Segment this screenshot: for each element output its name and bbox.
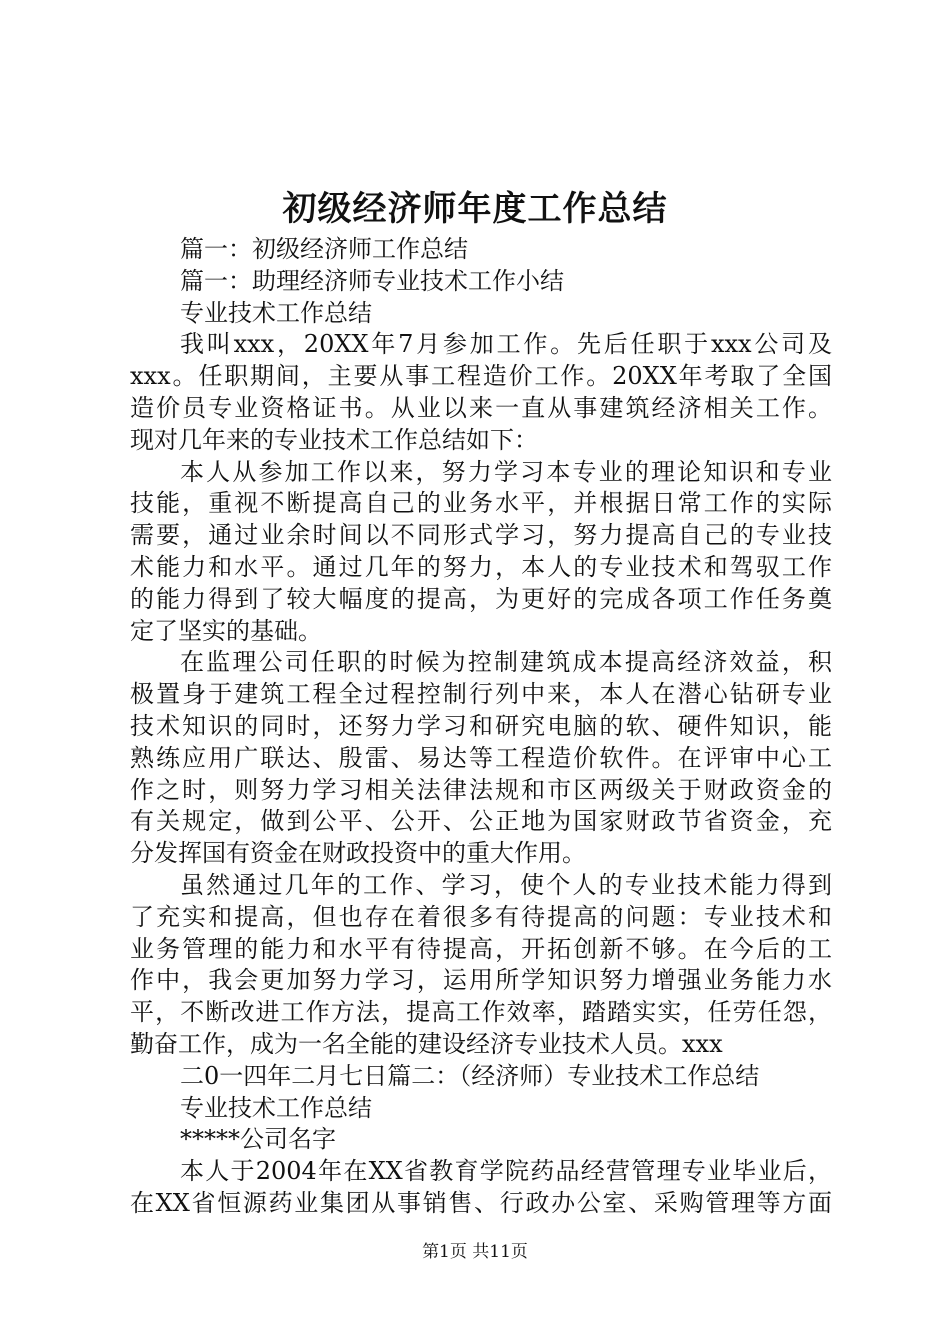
document-title: 初级经济师年度工作总结 xyxy=(282,189,668,229)
text-line: 作之时，则努力学习相关法律法规和市区两级关于财政资金的 xyxy=(130,775,832,804)
text-line: 勤奋工作，成为一名全能的建设经济专业技术人员。xxx xyxy=(130,1029,723,1058)
text-line: 的能力得到了较大幅度的提高，为更好的完成各项工作任务奠 xyxy=(130,584,832,613)
text-line: 本人于2004年在XX省教育学院药品经营管理专业毕业后， xyxy=(180,1157,832,1186)
text-line: 熟练应用广联达、殷雷、易达等工程造价软件。在评审中心工 xyxy=(130,743,832,772)
text-line: *****公司名字 xyxy=(180,1125,336,1154)
text-line: 在监理公司任职的时候为控制建筑成本提高经济效益，积 xyxy=(180,648,832,677)
page-footer: 第1页 共11页 xyxy=(422,1242,528,1262)
text-line: 定了坚实的基础。 xyxy=(130,616,322,645)
text-line: 造价员专业资格证书。从业以来一直从事建筑经济相关工作。 xyxy=(130,393,832,422)
document-body xyxy=(130,234,832,1220)
text-line: xxx。任职期间，主要从事工程造价工作。20XX年考取了全国 xyxy=(130,362,832,391)
text-line: 虽然通过几年的工作、学习，使个人的专业技术能力得到 xyxy=(180,870,832,899)
text-line: 本人从参加工作以来，努力学习本专业的理论知识和专业 xyxy=(180,457,832,486)
text-line: 篇一：助理经济师专业技术工作小结 xyxy=(180,266,564,295)
text-line: 在XX省恒源药业集团从事销售、行政办公室、采购管理等方面 xyxy=(130,1188,832,1217)
text-line: 业务管理的能力和水平有待提高，开拓创新不够。在今后的工 xyxy=(130,934,832,963)
text-line: 术能力和水平。通过几年的努力，本人的专业技术和驾驭工作 xyxy=(130,552,832,581)
text-line: 了充实和提高，但也存在着很多有待提高的问题：专业技术和 xyxy=(130,902,832,931)
text-line: 篇一：初级经济师工作总结 xyxy=(180,235,468,263)
text-line: 有关规定，做到公平、公开、公正地为国家财政节省资金，充 xyxy=(130,807,832,836)
text-line: 我叫xxx，20XX年7月参加工作。先后任职于xxx公司及 xyxy=(180,330,832,359)
text-line: 二0一四年二月七日篇二：（经济师）专业技术工作总结 xyxy=(180,1061,760,1090)
text-line: 平，不断改进工作方法，提高工作效率，踏踏实实，任劳任怨， xyxy=(130,998,832,1027)
text-line: 技术知识的同时，还努力学习和研究电脑的软、硬件知识，能 xyxy=(130,711,832,740)
text-line: 专业技术工作总结 xyxy=(180,1093,372,1122)
text-line: 现对几年来的专业技术工作总结如下： xyxy=(130,425,538,454)
text-line: 作中，我会更加努力学习，运用所学知识努力增强业务能力水 xyxy=(130,966,832,995)
text-line: 分发挥国有资金在财政投资中的重大作用。 xyxy=(130,839,586,868)
text-line: 需要，通过业余时间以不同形式学习，努力提高自己的专业技 xyxy=(130,521,832,550)
text-line: 专业技术工作总结 xyxy=(180,298,372,327)
text-line: 技能，重视不断提高自己的业务水平，并根据日常工作的实际 xyxy=(130,489,832,518)
text-line: 极置身于建筑工程全过程控制行列中来，本人在潜心钻研专业 xyxy=(130,680,832,709)
